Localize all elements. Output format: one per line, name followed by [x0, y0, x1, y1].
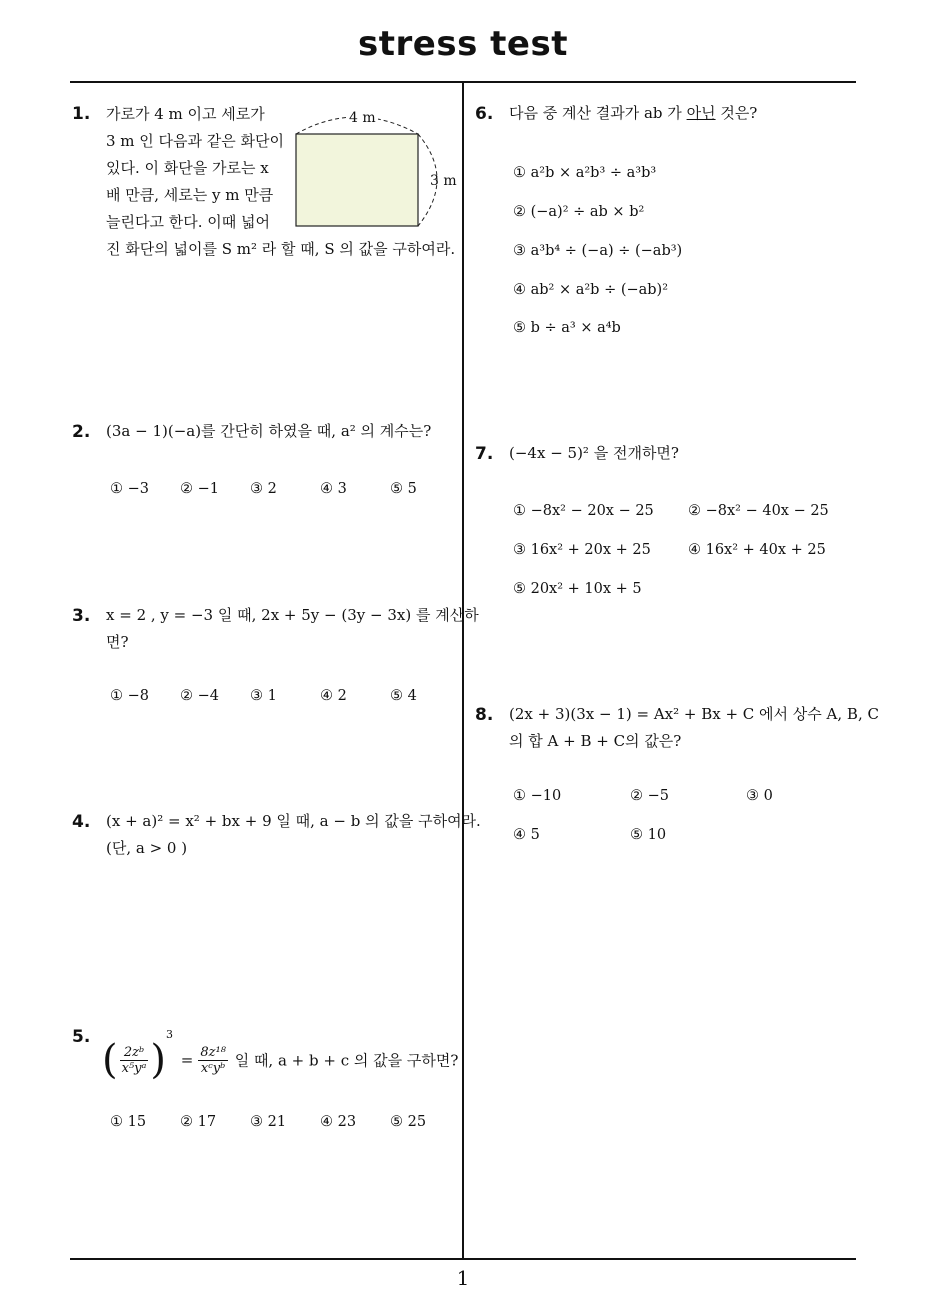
lhs-fraction [120, 1045, 149, 1076]
question-4-line-2: (단, a > 0 ) [106, 839, 188, 857]
question-7-text: (−4x − 5)² 을 전개하면? [509, 444, 679, 462]
garden-rectangle [296, 134, 418, 226]
q3-choice-1[interactable]: ① −8 [110, 688, 149, 704]
question-1-line: 3 m 인 다음과 같은 화단이 [106, 132, 285, 150]
question-1-line: 있다. 이 화단을 가로는 x [106, 159, 269, 177]
q6-choice-1[interactable]: ① a²b × a²b³ ÷ a³b³ [513, 165, 657, 181]
q7-choice-1[interactable]: ① −8x² − 20x − 25 [513, 503, 654, 519]
q8-choice-1[interactable]: ① −10 [513, 788, 562, 804]
q6-choice-4[interactable]: ④ ab² × a²b ÷ (−ab)² [513, 282, 669, 298]
q6-choice-5[interactable]: ⑤ b ÷ a³ × a⁴b [513, 320, 621, 336]
question-5-number: 5. [72, 1027, 91, 1047]
q3-choice-2[interactable]: ② −4 [180, 688, 219, 704]
right-paren: ) [150, 1037, 166, 1083]
question-6-text [509, 100, 757, 127]
rhs-numerator: 8z¹⁸ [200, 1044, 226, 1060]
question-6-underlined: 아닌 [686, 104, 716, 122]
q5-choice-4[interactable]: ④ 23 [320, 1114, 357, 1130]
question-7-number: 7. [475, 444, 494, 464]
q7-choice-4[interactable]: ④ 16x² + 40x + 25 [688, 542, 826, 558]
question-5-tail: 일 때, a + b + c 의 값을 구하면? [234, 1051, 459, 1070]
question-2-text: (3a − 1)(−a)를 간단히 하였을 때, a² 의 계수는? [106, 422, 432, 440]
q8-choice-2[interactable]: ② −5 [630, 788, 669, 804]
question-1-number: 1. [72, 104, 91, 124]
question-8-line-1: (2x + 3)(3x − 1) = Ax² + Bx + C 에서 상수 A, B, C [509, 705, 879, 723]
question-8-number: 8. [475, 705, 494, 725]
question-3-number: 3. [72, 606, 91, 626]
q2-choice-1[interactable]: ① −3 [110, 481, 149, 497]
question-1-line: 진 화단의 넓이를 S m² 라 할 때, S 의 값을 구하여라. [106, 240, 456, 258]
q2-choice-4[interactable]: ④ 3 [320, 481, 347, 497]
question-5-equation [102, 1028, 459, 1083]
q8-choice-3[interactable]: ③ 0 [746, 788, 773, 804]
q7-choice-2[interactable]: ② −8x² − 40x − 25 [688, 503, 829, 519]
q8-choice-5[interactable]: ⑤ 10 [630, 827, 667, 843]
page-title: stress test [358, 24, 568, 64]
q6-choice-3[interactable]: ③ a³b⁴ ÷ (−a) ÷ (−ab³) [513, 243, 683, 259]
question-1-line: 가로가 4 m 이고 세로가 [106, 105, 265, 123]
q2-choice-3[interactable]: ③ 2 [250, 481, 277, 497]
q8-choice-4[interactable]: ④ 5 [513, 827, 540, 843]
rhs-denominator: xᶜyᵇ [200, 1060, 226, 1076]
question-4-line-1: (x + a)² = x² + bx + 9 일 때, a − b 의 값을 구하여라. [106, 812, 481, 830]
q5-choice-3[interactable]: ③ 21 [250, 1114, 287, 1130]
q5-choice-5[interactable]: ⑤ 25 [390, 1114, 427, 1130]
rhs-fraction [198, 1045, 228, 1076]
question-2-number: 2. [72, 422, 91, 442]
q5-choice-2[interactable]: ② 17 [180, 1114, 217, 1130]
question-6-text-pre: 다음 중 계산 결과가 ab 가 [509, 104, 687, 122]
equals-sign: = [180, 1051, 194, 1069]
q6-choice-2[interactable]: ② (−a)² ÷ ab × b² [513, 204, 645, 220]
q2-choice-5[interactable]: ⑤ 5 [390, 481, 417, 497]
question-8-line-2: 의 합 A + B + C의 값은? [509, 732, 682, 750]
page-number: 1 [456, 1266, 470, 1290]
garden-height-label: 3 m [430, 173, 457, 189]
power: 3 [166, 1028, 173, 1041]
question-4-number: 4. [72, 812, 91, 832]
question-3-line-2: 면? [106, 633, 129, 651]
lhs-denominator: x⁵yᵃ [121, 1060, 147, 1076]
question-6-number: 6. [475, 104, 494, 124]
question-1-line: 늘린다고 한다. 이때 넓어 [106, 213, 270, 231]
left-paren: ( [102, 1037, 118, 1083]
q2-choice-2[interactable]: ② −1 [180, 481, 219, 497]
question-6-text-post: 것은? [715, 104, 758, 122]
garden-width-label: 4 m [349, 110, 376, 126]
q3-choice-3[interactable]: ③ 1 [250, 688, 277, 704]
q7-choice-5[interactable]: ⑤ 20x² + 10x + 5 [513, 581, 642, 597]
question-1-line: 배 만큼, 세로는 y m 만큼 [106, 186, 274, 204]
q7-choice-3[interactable]: ③ 16x² + 20x + 25 [513, 542, 651, 558]
question-3-line-1: x = 2 , y = −3 일 때, 2x + 5y − (3y − 3x) 를 계산하 [106, 606, 479, 624]
q5-choice-1[interactable]: ① 15 [110, 1114, 147, 1130]
footer-rule [70, 1258, 856, 1260]
lhs-numerator: 2zᵇ [120, 1045, 149, 1061]
q3-choice-4[interactable]: ④ 2 [320, 688, 347, 704]
q3-choice-5[interactable]: ⑤ 4 [390, 688, 417, 704]
